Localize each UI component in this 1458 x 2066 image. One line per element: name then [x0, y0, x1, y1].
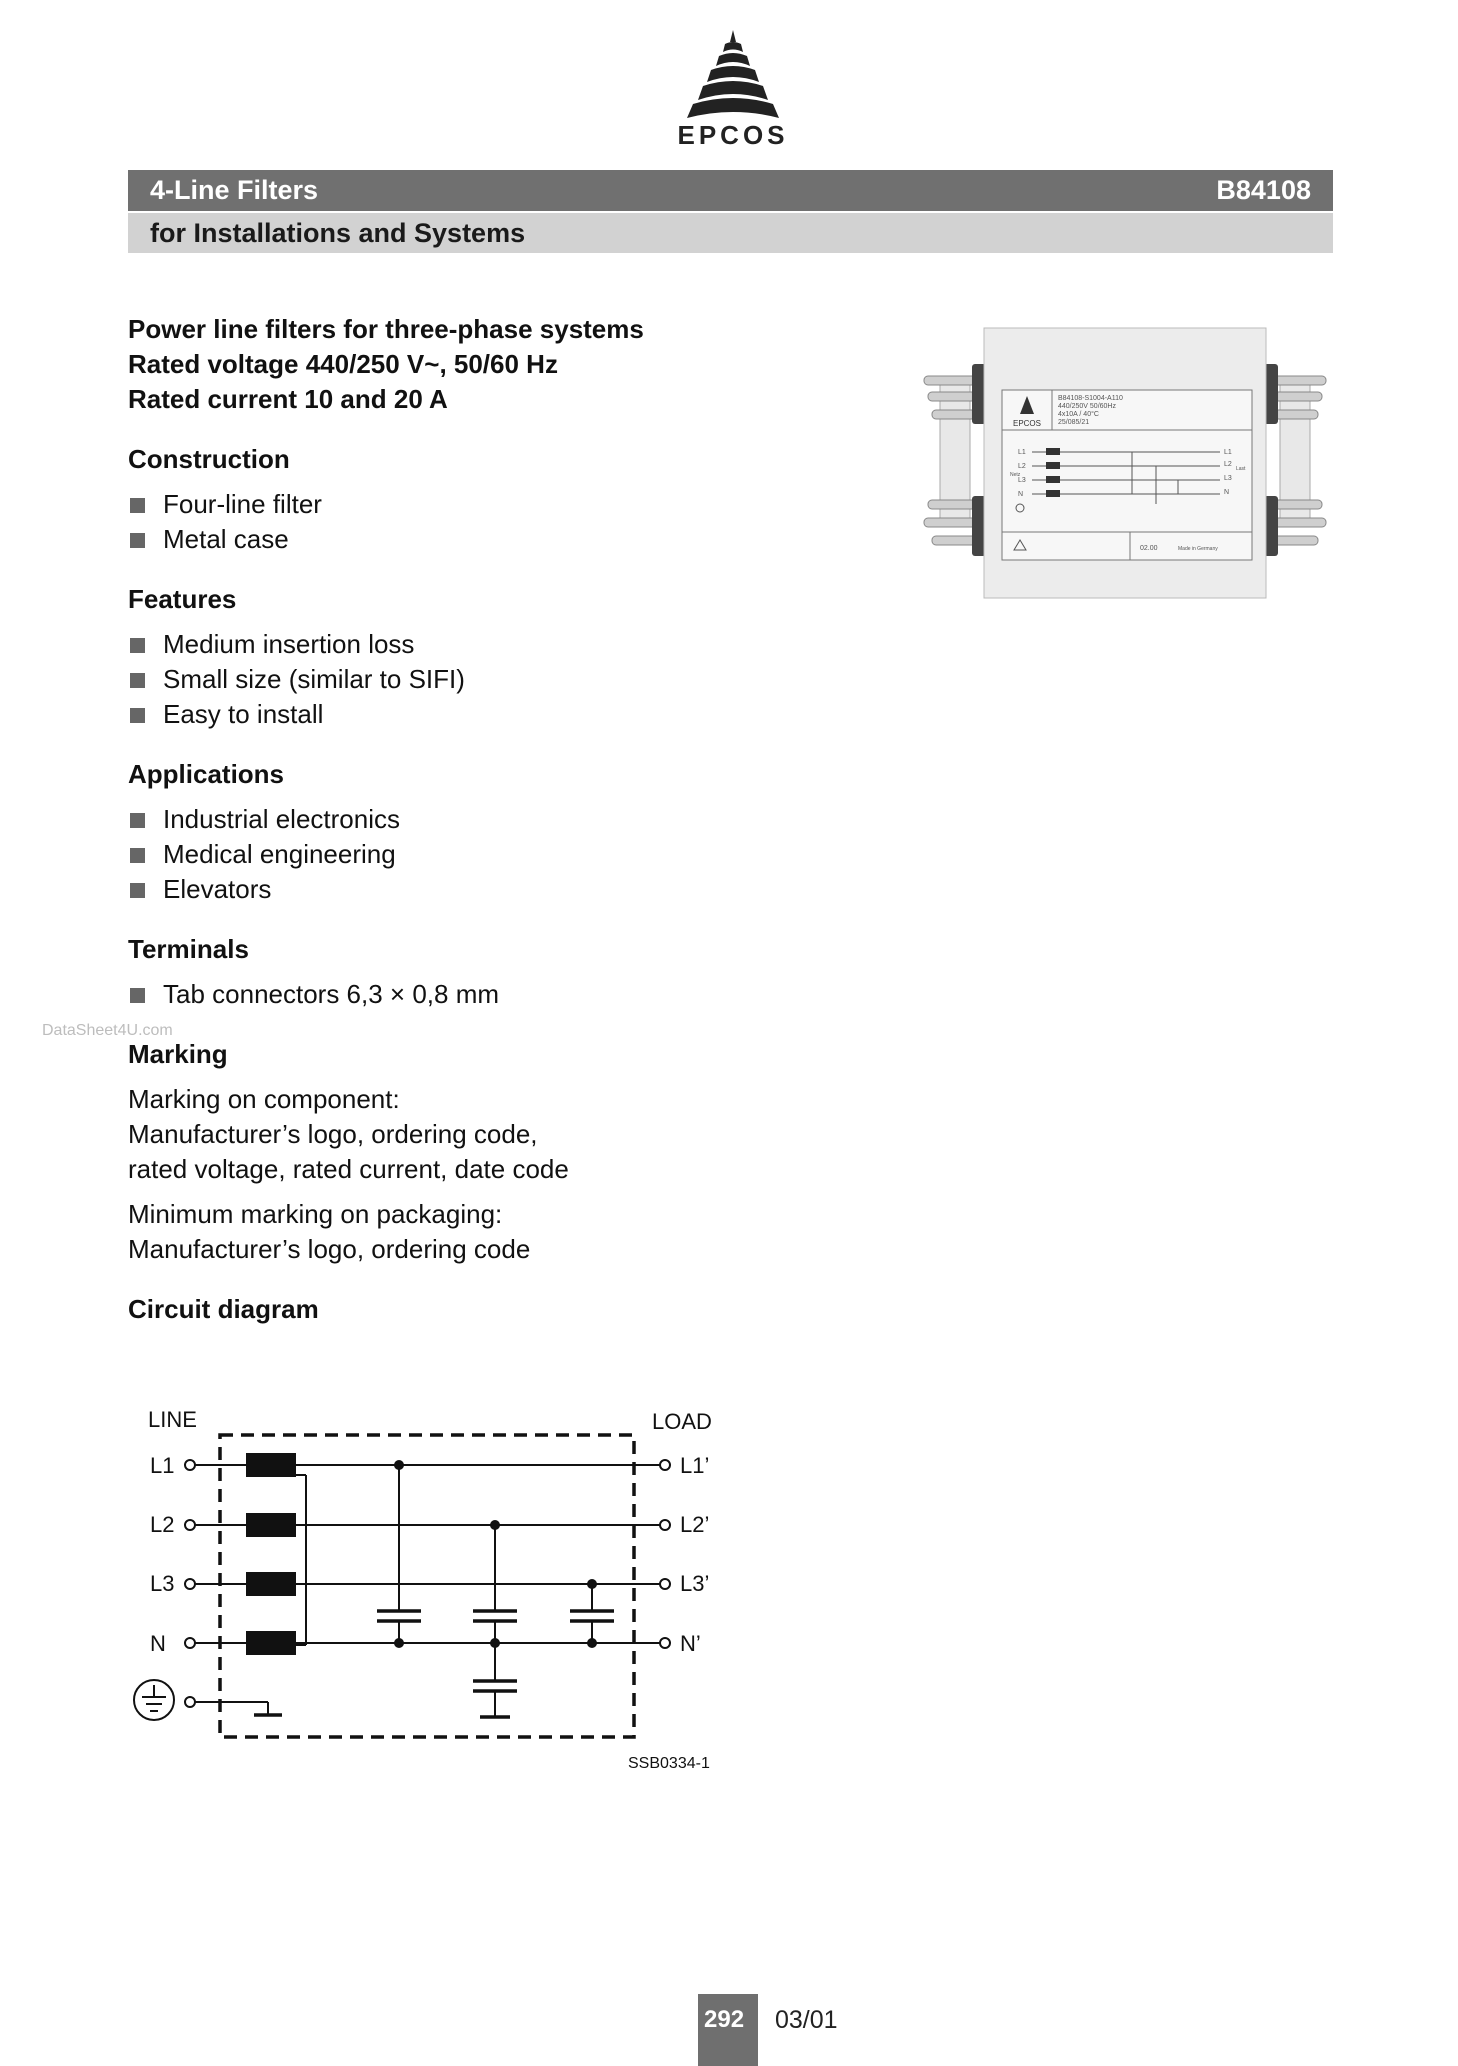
intro-block: [128, 312, 848, 417]
bullet-square-icon: [130, 498, 145, 513]
output-L3: L3’: [680, 1571, 710, 1596]
svg-text:EPCOS: EPCOS: [1012, 419, 1042, 428]
terminals-list: [128, 977, 848, 1012]
product-code: B84108: [1216, 175, 1311, 205]
section-heading-features: Features: [128, 584, 237, 614]
svg-text:L3: L3: [1224, 475, 1232, 482]
input-L2: L2: [150, 1512, 175, 1537]
epcos-logo: [668, 30, 798, 150]
intro-line: Rated current 10 and 20 A: [128, 384, 448, 414]
features-list: [128, 627, 848, 732]
choke-coils: [246, 1453, 296, 1655]
section-heading-marking: Marking: [128, 1039, 228, 1069]
page-number-box: [698, 1994, 758, 2066]
page-subtitle: for Installations and Systems: [150, 218, 526, 248]
watermark: DataSheet4U.com: [42, 1022, 173, 1039]
bullet-square-icon: [130, 883, 145, 898]
product-label: [1002, 390, 1252, 560]
input-L3: L3: [150, 1571, 175, 1596]
section-heading-construction: Construction: [128, 444, 290, 474]
intro-line: Power line filters for three-phase systems: [128, 314, 644, 344]
bullet-square-icon: [130, 638, 145, 653]
footer-date: 03/01: [775, 2006, 838, 2034]
svg-text:Made in Germany: Made in Germany: [1178, 546, 1218, 552]
load-label: LOAD: [652, 1409, 712, 1434]
list-item: Industrial electronics: [128, 802, 848, 837]
svg-text:4x10A / 40°C: 4x10A / 40°C: [1058, 411, 1099, 418]
marking-component: Marking on component: Manufacturer’s logo, ordering code, rated voltage, rated current, date code: [128, 1084, 569, 1184]
svg-text:N: N: [1224, 489, 1230, 496]
bullet-square-icon: [130, 708, 145, 723]
list-item: Elevators: [128, 872, 848, 907]
diagram-code: SSB0334-1: [628, 1755, 710, 1772]
product-photo: [920, 318, 1330, 608]
section-heading-applications: Applications: [128, 759, 285, 789]
list-item: Medical engineering: [128, 837, 848, 872]
svg-text:25/085/21: 25/085/21: [1058, 419, 1090, 426]
circuit-diagram: [120, 1395, 760, 1785]
page-title: 4-Line Filters: [150, 175, 319, 205]
section-heading-circuit: Circuit diagram: [128, 1294, 319, 1324]
list-item: Tab connectors 6,3 × 0,8 mm: [128, 977, 848, 1012]
svg-text:L1: L1: [1224, 449, 1232, 456]
construction-list: [128, 487, 848, 557]
svg-text:L3: L3: [1018, 477, 1026, 484]
bullet-square-icon: [130, 813, 145, 828]
subtitle-bar: [128, 213, 1333, 253]
brand-name: EPCOS: [677, 120, 789, 150]
svg-text:B84108-S1004-A110: B84108-S1004-A110: [1058, 395, 1123, 402]
list-item: Easy to install: [128, 697, 848, 732]
list-item: Four-line filter: [128, 487, 848, 522]
intro-line: Rated voltage 440/250 V~, 50/60 Hz: [128, 349, 558, 379]
list-item: Metal case: [128, 522, 848, 557]
applications-list: [128, 802, 848, 907]
svg-text:Last: Last: [1236, 466, 1246, 472]
title-bar: [128, 170, 1333, 211]
svg-text:L2: L2: [1018, 463, 1026, 470]
input-N: N: [150, 1631, 166, 1656]
svg-text:L2: L2: [1224, 461, 1232, 468]
output-L1: L1’: [680, 1453, 710, 1478]
page-number: 292: [704, 2006, 745, 2033]
svg-text:02.00: 02.00: [1140, 545, 1158, 552]
svg-text:L1: L1: [1018, 449, 1026, 456]
bullet-square-icon: [130, 533, 145, 548]
input-L1: L1: [150, 1453, 175, 1478]
line-label: LINE: [148, 1407, 197, 1432]
bullet-square-icon: [130, 848, 145, 863]
section-heading-terminals: Terminals: [128, 934, 249, 964]
list-item: Medium insertion loss: [128, 627, 848, 662]
marking-packaging: Minimum marking on packaging: Manufacturer’s logo, ordering code: [128, 1199, 531, 1264]
main-content: [128, 312, 848, 1337]
svg-text:440/250V 50/60Hz: 440/250V 50/60Hz: [1058, 403, 1116, 410]
svg-text:N: N: [1018, 491, 1024, 498]
bullet-square-icon: [130, 673, 145, 688]
list-item: Small size (similar to SIFI): [128, 662, 848, 697]
protective-earth-icon: [134, 1680, 174, 1720]
svg-text:Netz: Netz: [1010, 472, 1021, 478]
bullet-square-icon: [130, 988, 145, 1003]
output-L2: L2’: [680, 1512, 710, 1537]
output-N: N’: [680, 1631, 701, 1656]
epcos-triangle-logo-icon: [683, 30, 783, 118]
